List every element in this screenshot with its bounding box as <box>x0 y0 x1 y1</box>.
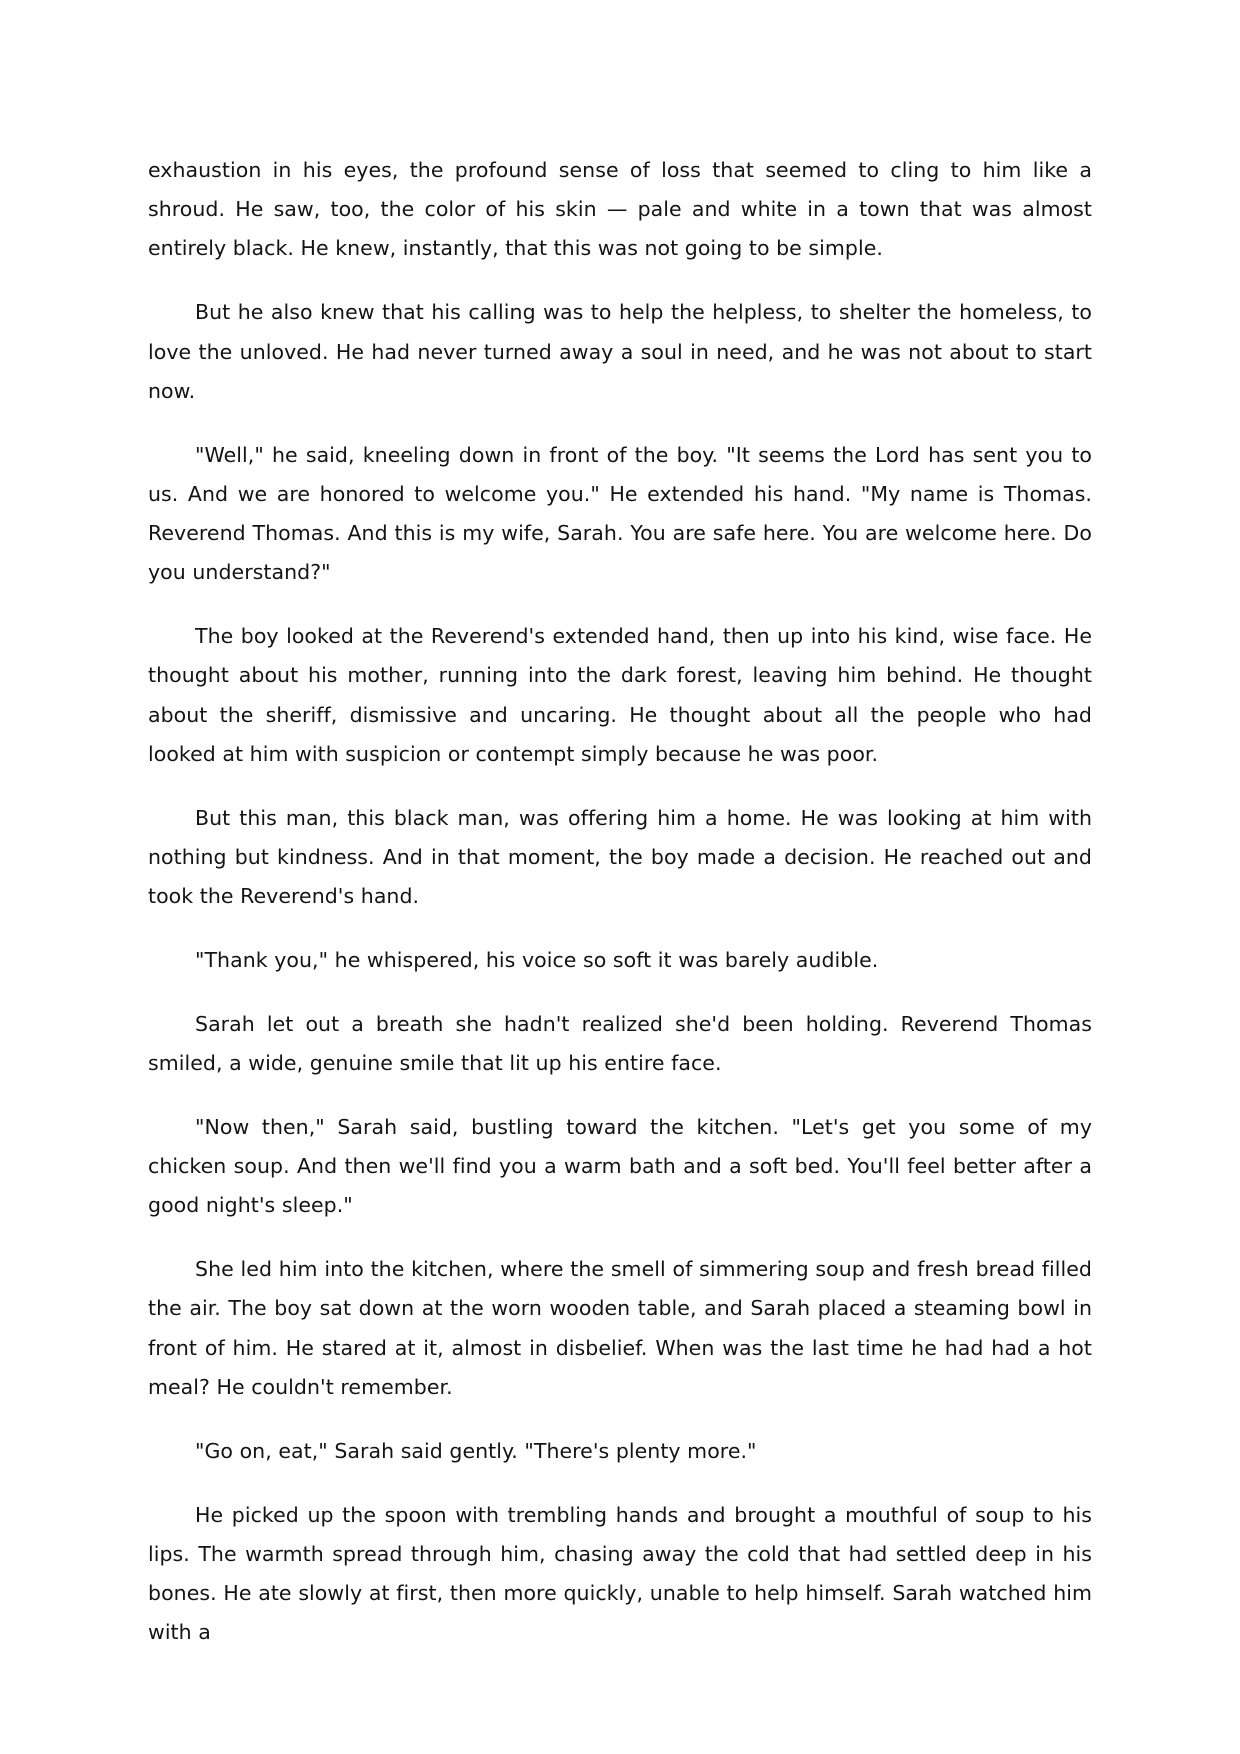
paragraph-3: "Well," he said, kneeling down in front of the boy. "It seems the Lord has sent you to us. And we are honored to welcome you." He extended his hand. "My name is Thomas. Reverend Thomas. And this is my wife, Sarah. You are safe here. You are welcome here. Do you understand?" <box>148 442 1092 585</box>
paragraph-5: But this man, this black man, was offering him a home. He was looking at him with nothing but kindness. And in that moment, the boy made a decision. He reached out and took the Reverend's hand. <box>148 805 1092 908</box>
paragraph-11: He picked up the spoon with trembling hands and brought a mouthful of soup to his lips. The warmth spread through him, chasing away the cold that had settled deep in his bones. He ate slowly at first, then more quickly, unable to help himself. Sarah watched him with a <box>148 1502 1092 1645</box>
paragraph-10: "Go on, eat," Sarah said gently. "There's plenty more." <box>195 1438 757 1463</box>
paragraph-4: The boy looked at the Reverend's extended hand, then up into his kind, wise face. He thought about his mother, running into the dark forest, leaving him behind. He thought about the sheriff, dismissive and uncaring. He thought about all the people who had looked at him with suspicion or contempt simply because he was poor. <box>148 624 1092 766</box>
paragraph-1: exhaustion in his eyes, the profound sense of loss that seemed to cling to him like a shroud. He saw, too, the color of his skin — pale and white in a town that was almost entirely black. He knew, instantly, that this was not going to be simple. <box>148 158 1092 261</box>
paragraph-8: "Now then," Sarah said, bustling toward the kitchen. "Let's get you some of my chicken soup. And then we'll find you a warm bath and a soft bed. You'll feel better after a good night's sleep." <box>148 1114 1092 1218</box>
paragraph-9: She led him into the kitchen, where the smell of simmering soup and fresh bread filled the air. The boy sat down at the worn wooden table, and Sarah placed a steaming bowl in front of him. He stared at it, almost in disbelief. When was the last time he had had a hot meal? He couldn't remember. <box>148 1257 1092 1399</box>
document-page <box>148 151 1092 1677</box>
paragraph-6: "Thank you," he whispered, his voice so soft it was barely audible. <box>195 947 879 972</box>
paragraph-2: But he also knew that his calling was to help the helpless, to shelter the homeless, to love the unloved. He had never turned away a soul in need, and he was not about to start now. <box>148 300 1092 403</box>
paragraph-7: Sarah let out a breath she hadn't realized she'd been holding. Reverend Thomas smiled, a wide, genuine smile that lit up his entire face. <box>148 1011 1092 1075</box>
